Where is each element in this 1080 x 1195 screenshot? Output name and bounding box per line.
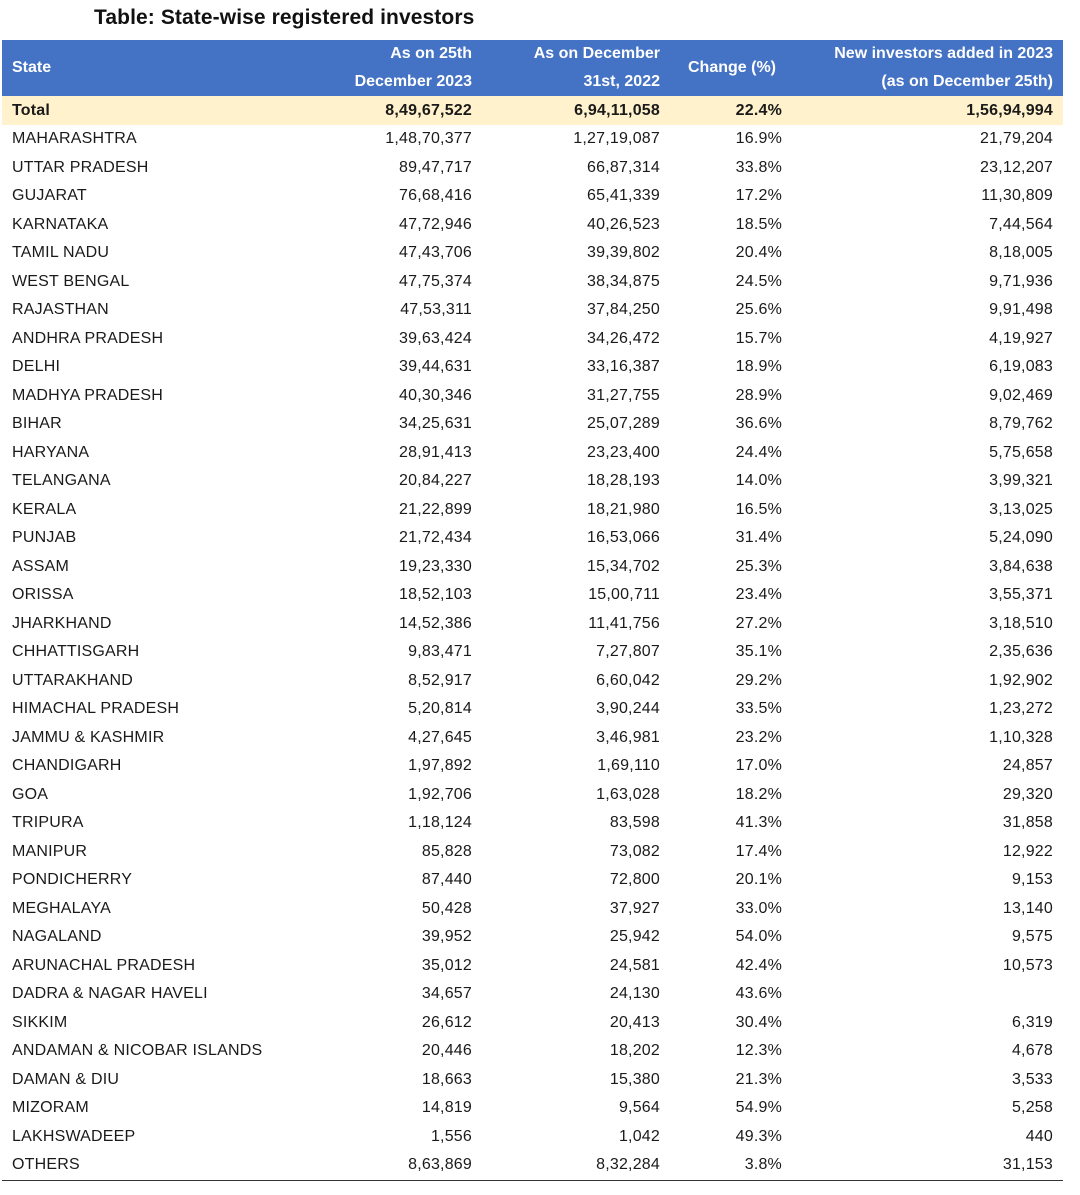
header-new-investors-line1: New investors added in 2023 (834, 45, 1053, 62)
total-label: Total (2, 96, 302, 125)
table-row (2, 752, 1063, 781)
dec-2022-value: 39,39,802 (587, 244, 660, 262)
state-name: KERALA (12, 500, 77, 518)
state-name: HIMACHAL PRADESH (12, 700, 180, 718)
table-row (2, 211, 1063, 240)
dec-2023-value: 34,657 (421, 985, 472, 1003)
header-dec-2022 (482, 40, 670, 96)
dec-2023-value: 39,44,631 (399, 358, 472, 376)
added-value: 9,575 (1011, 928, 1053, 946)
state-name: PONDICHERRY (12, 871, 133, 889)
added-value: 5,258 (1011, 1099, 1053, 1117)
added-value: 31,858 (1002, 814, 1053, 832)
change-value: 20.4% (735, 244, 782, 262)
dec-2023-value: 21,72,434 (399, 529, 472, 547)
dec-2022-value: 31,27,755 (587, 386, 660, 404)
dec-2023-value: 1,97,892 (408, 757, 472, 775)
dec-2022-value: 72,800 (609, 871, 660, 889)
dec-2023-value: 89,47,717 (399, 158, 472, 176)
table-row (2, 439, 1063, 468)
dec-2023-value: 9,83,471 (408, 643, 472, 661)
table-row (2, 524, 1063, 553)
header-state: State (2, 40, 302, 96)
state-name: ANDAMAN & NICOBAR ISLANDS (12, 1042, 263, 1060)
added-value: 2,35,636 (989, 643, 1053, 661)
added-value: 1,10,328 (989, 728, 1053, 746)
table-row (2, 496, 1063, 525)
change-value: 42.4% (735, 956, 782, 974)
added-value: 440 (1025, 1127, 1053, 1145)
change-value: 28.9% (735, 386, 782, 404)
table-row (2, 125, 1063, 154)
state-name: NAGALAND (12, 928, 102, 946)
change-value: 15.7% (735, 329, 782, 347)
dec-2023-value: 76,68,416 (399, 187, 472, 205)
dec-2023-value: 4,27,645 (408, 728, 472, 746)
change-value: 12.3% (735, 1042, 782, 1060)
dec-2023-value: 50,428 (421, 899, 472, 917)
dec-2022-value: 25,942 (609, 928, 660, 946)
dec-2022-value: 1,27,19,087 (573, 130, 660, 148)
dec-2022-value: 38,34,875 (587, 272, 660, 290)
change-value: 18.5% (735, 215, 782, 233)
dec-2022-value: 23,23,400 (587, 443, 660, 461)
added-value: 3,18,510 (989, 614, 1053, 632)
total-dec-2022: 6,94,11,058 (482, 96, 670, 125)
dec-2023-value: 35,012 (421, 956, 472, 974)
table-row (2, 1066, 1063, 1095)
added-value: 3,533 (1011, 1070, 1053, 1088)
dec-2022-value: 37,927 (609, 899, 660, 917)
dec-2023-value: 34,25,631 (399, 415, 472, 433)
state-name: KARNATAKA (12, 215, 109, 233)
dec-2023-value: 85,828 (421, 842, 472, 860)
change-value: 33.5% (735, 700, 782, 718)
dec-2023-value: 5,20,814 (408, 700, 472, 718)
dec-2023-value: 28,91,413 (399, 443, 472, 461)
dec-2023-value: 47,43,706 (399, 244, 472, 262)
dec-2023-value: 20,84,227 (399, 472, 472, 490)
dec-2023-value: 47,75,374 (399, 272, 472, 290)
total-dec-2023: 8,49,67,522 (302, 96, 482, 125)
state-name: GUJARAT (12, 187, 87, 205)
state-name: JAMMU & KASHMIR (12, 728, 165, 746)
table-row (2, 638, 1063, 667)
change-value: 18.2% (735, 785, 782, 803)
state-name: TELANGANA (12, 472, 111, 490)
state-name: ASSAM (12, 557, 70, 575)
change-value: 16.5% (735, 500, 782, 518)
state-name: MANIPUR (12, 842, 88, 860)
added-value: 31,153 (794, 1151, 1063, 1180)
dec-2022-value: 1,63,028 (596, 785, 660, 803)
added-value: 3,13,025 (989, 500, 1053, 518)
table-row (2, 1151, 1063, 1180)
dec-2022-value: 3,90,244 (596, 700, 660, 718)
dec-2022-value: 15,00,711 (588, 586, 660, 604)
change-value: 33.8% (735, 158, 782, 176)
table-row (2, 382, 1063, 411)
table-title: Table: State-wise registered investors (94, 6, 475, 29)
added-value: 1,92,902 (989, 671, 1053, 689)
change-value: 41.3% (735, 814, 782, 832)
change-value: 23.4% (735, 586, 782, 604)
state-name: WEST BENGAL (12, 272, 130, 290)
dec-2022-value: 40,26,523 (587, 215, 660, 233)
dec-2022-value: 7,27,807 (596, 643, 660, 661)
change-value: 3.8% (670, 1151, 794, 1180)
change-value: 24.4% (735, 443, 782, 461)
state-name: MIZORAM (12, 1099, 89, 1117)
dec-2022-value: 18,202 (609, 1042, 660, 1060)
added-value: 12,922 (1002, 842, 1053, 860)
added-value: 24,857 (1002, 757, 1053, 775)
state-name: ARUNACHAL PRADESH (12, 956, 196, 974)
change-value: 17.2% (735, 187, 782, 205)
change-value: 24.5% (735, 272, 782, 290)
table-row (2, 1123, 1063, 1152)
table-row (2, 410, 1063, 439)
added-value: 3,55,371 (989, 586, 1053, 604)
dec-2023-value: 40,30,346 (399, 386, 472, 404)
dec-2022-value: 25,07,289 (587, 415, 660, 433)
dec-2023-value: 47,53,311 (400, 301, 472, 319)
dec-2022-value: 3,46,981 (596, 728, 660, 746)
added-value: 5,24,090 (989, 529, 1053, 547)
change-value: 35.1% (735, 643, 782, 661)
dec-2022-value: 9,564 (618, 1099, 660, 1117)
dec-2022-value: 83,598 (609, 814, 660, 832)
state-name: BIHAR (12, 415, 62, 433)
dec-2023-value: 39,952 (421, 928, 472, 946)
state-name: PUNJAB (12, 529, 77, 547)
dec-2022-value: 18,28,193 (587, 472, 660, 490)
dec-2023-value: 47,72,946 (399, 215, 472, 233)
state-name: MEGHALAYA (12, 899, 112, 917)
dec-2022-value: 24,130 (609, 985, 660, 1003)
dec-2022-value: 37,84,250 (587, 301, 660, 319)
dec-2023-value: 21,22,899 (399, 500, 472, 518)
dec-2022-value: 65,41,339 (587, 187, 660, 205)
change-value: 17.0% (735, 757, 782, 775)
change-value: 49.3% (735, 1127, 782, 1145)
added-value: 9,153 (1011, 871, 1053, 889)
added-value: 21,79,204 (980, 130, 1053, 148)
table-row (2, 467, 1063, 496)
dec-2023-value: 18,52,103 (399, 586, 472, 604)
change-value: 23.2% (735, 728, 782, 746)
added-value: 8,79,762 (989, 415, 1053, 433)
table-row (2, 353, 1063, 382)
table-row (2, 980, 1063, 1009)
added-value: 5,75,658 (989, 443, 1053, 461)
header-dec-2023-line1: As on 25th (390, 45, 472, 62)
added-value: 8,18,005 (989, 244, 1053, 262)
change-value: 54.0% (735, 928, 782, 946)
state-name: DAMAN & DIU (12, 1070, 120, 1088)
table-row (2, 610, 1063, 639)
added-value: 6,319 (1011, 1013, 1053, 1031)
change-value: 20.1% (735, 871, 782, 889)
added-value: 4,19,927 (989, 329, 1053, 347)
state-name: SIKKIM (12, 1013, 68, 1031)
header-change: Change (%) (670, 40, 794, 96)
total-row (2, 96, 1063, 125)
dec-2023-value: 39,63,424 (399, 329, 472, 347)
header-dec-2022-line2: 31st, 2022 (583, 73, 660, 90)
state-name: JHARKHAND (12, 614, 112, 632)
change-value: 54.9% (735, 1099, 782, 1117)
dec-2023-value: 1,18,124 (408, 814, 472, 832)
total-change: 22.4% (670, 96, 794, 125)
table-row (2, 182, 1063, 211)
change-value: 31.4% (735, 529, 782, 547)
state-name: HARYANA (12, 443, 90, 461)
state-name: TRIPURA (12, 814, 84, 832)
state-name: DADRA & NAGAR HAVELI (12, 985, 208, 1003)
dec-2022-value: 34,26,472 (587, 329, 660, 347)
added-value: 9,71,936 (989, 272, 1053, 290)
dec-2022-value: 73,082 (609, 842, 660, 860)
dec-2023-value: 19,23,330 (399, 557, 472, 575)
dec-2022-value: 33,16,387 (587, 358, 660, 376)
change-value: 14.0% (735, 472, 782, 490)
table-row (2, 866, 1063, 895)
added-value: 9,91,498 (989, 301, 1053, 319)
dec-2022-value: 20,413 (609, 1013, 660, 1031)
added-value: 1,23,272 (989, 700, 1053, 718)
state-name: UTTAR PRADESH (12, 158, 149, 176)
state-name: MADHYA PRADESH (12, 386, 163, 404)
header-dec-2023 (302, 40, 482, 96)
dec-2023-value: 8,63,869 (302, 1151, 482, 1180)
state-name: MAHARASHTRA (12, 130, 137, 148)
dec-2022-value: 1,042 (618, 1127, 660, 1145)
table-row (2, 1037, 1063, 1066)
dec-2022-value: 24,581 (609, 956, 660, 974)
state-name: ANDHRA PRADESH (12, 329, 164, 347)
state-name: CHHATTISGARH (12, 643, 140, 661)
added-value: 3,84,638 (989, 557, 1053, 575)
table-row (2, 781, 1063, 810)
table-row (2, 268, 1063, 297)
table-row (2, 695, 1063, 724)
dec-2023-value: 20,446 (421, 1042, 472, 1060)
added-value: 4,678 (1011, 1042, 1053, 1060)
total-added: 1,56,94,994 (794, 96, 1063, 125)
change-value: 21.3% (735, 1070, 782, 1088)
state-name: LAKHSWADEEP (12, 1127, 136, 1145)
table-row (2, 952, 1063, 981)
added-value: 10,573 (1002, 956, 1053, 974)
dec-2022-value: 15,34,702 (587, 557, 660, 575)
table-row (2, 581, 1063, 610)
table-row (2, 1094, 1063, 1123)
change-value: 25.3% (735, 557, 782, 575)
table-row (2, 895, 1063, 924)
dec-2023-value: 87,440 (421, 871, 472, 889)
added-value: 13,140 (1002, 899, 1053, 917)
change-value: 17.4% (735, 842, 782, 860)
table-row (2, 667, 1063, 696)
dec-2022-value: 8,32,284 (482, 1151, 670, 1180)
added-value: 11,30,809 (981, 187, 1053, 205)
table-row (2, 809, 1063, 838)
added-value: 6,19,083 (989, 358, 1053, 376)
change-value: 27.2% (735, 614, 782, 632)
investors-table (2, 40, 1063, 1181)
change-value: 18.9% (735, 358, 782, 376)
table-row (2, 239, 1063, 268)
dec-2023-value: 26,612 (421, 1013, 472, 1031)
change-value: 33.0% (735, 899, 782, 917)
change-value: 16.9% (735, 130, 782, 148)
dec-2023-value: 1,556 (430, 1127, 472, 1145)
header-new-investors (794, 40, 1063, 96)
dec-2022-value: 11,41,756 (588, 614, 660, 632)
table-row (2, 1009, 1063, 1038)
dec-2023-value: 14,52,386 (399, 614, 472, 632)
dec-2022-value: 1,69,110 (597, 757, 660, 775)
added-value: 3,99,321 (989, 472, 1053, 490)
dec-2023-value: 14,819 (421, 1099, 472, 1117)
table-row (2, 325, 1063, 354)
table-row (2, 154, 1063, 183)
state-name: ORISSA (12, 586, 74, 604)
added-value: 9,02,469 (989, 386, 1053, 404)
change-value: 43.6% (735, 985, 782, 1003)
dec-2022-value: 18,21,980 (587, 500, 660, 518)
added-value (794, 980, 1063, 1009)
state-name: DELHI (12, 358, 61, 376)
added-value: 23,12,207 (980, 158, 1053, 176)
dec-2023-value: 1,48,70,377 (385, 130, 472, 148)
dec-2023-value: 8,52,917 (408, 671, 472, 689)
table-row (2, 838, 1063, 867)
table-header-row (2, 40, 1063, 96)
added-value: 7,44,564 (989, 215, 1053, 233)
state-name: OTHERS (2, 1151, 302, 1180)
table-row (2, 553, 1063, 582)
dec-2022-value: 16,53,066 (587, 529, 660, 547)
dec-2023-value: 18,663 (421, 1070, 472, 1088)
change-value: 25.6% (735, 301, 782, 319)
header-dec-2023-line2: December 2023 (354, 73, 472, 90)
dec-2022-value: 66,87,314 (587, 158, 660, 176)
table-row (2, 923, 1063, 952)
state-name: GOA (12, 785, 49, 803)
dec-2023-value: 1,92,706 (408, 785, 472, 803)
header-dec-2022-line1: As on December (533, 45, 660, 62)
added-value: 29,320 (1002, 785, 1053, 803)
header-new-investors-line2: (as on December 25th) (881, 73, 1053, 90)
table-row (2, 296, 1063, 325)
dec-2022-value: 6,60,042 (596, 671, 660, 689)
dec-2022-value: 15,380 (609, 1070, 660, 1088)
state-name: UTTARAKHAND (12, 671, 134, 689)
table-row (2, 724, 1063, 753)
state-name: RAJASTHAN (12, 301, 109, 319)
change-value: 36.6% (735, 415, 782, 433)
state-name: CHANDIGARH (12, 757, 122, 775)
change-value: 30.4% (735, 1013, 782, 1031)
state-name: TAMIL NADU (12, 244, 110, 262)
change-value: 29.2% (735, 671, 782, 689)
